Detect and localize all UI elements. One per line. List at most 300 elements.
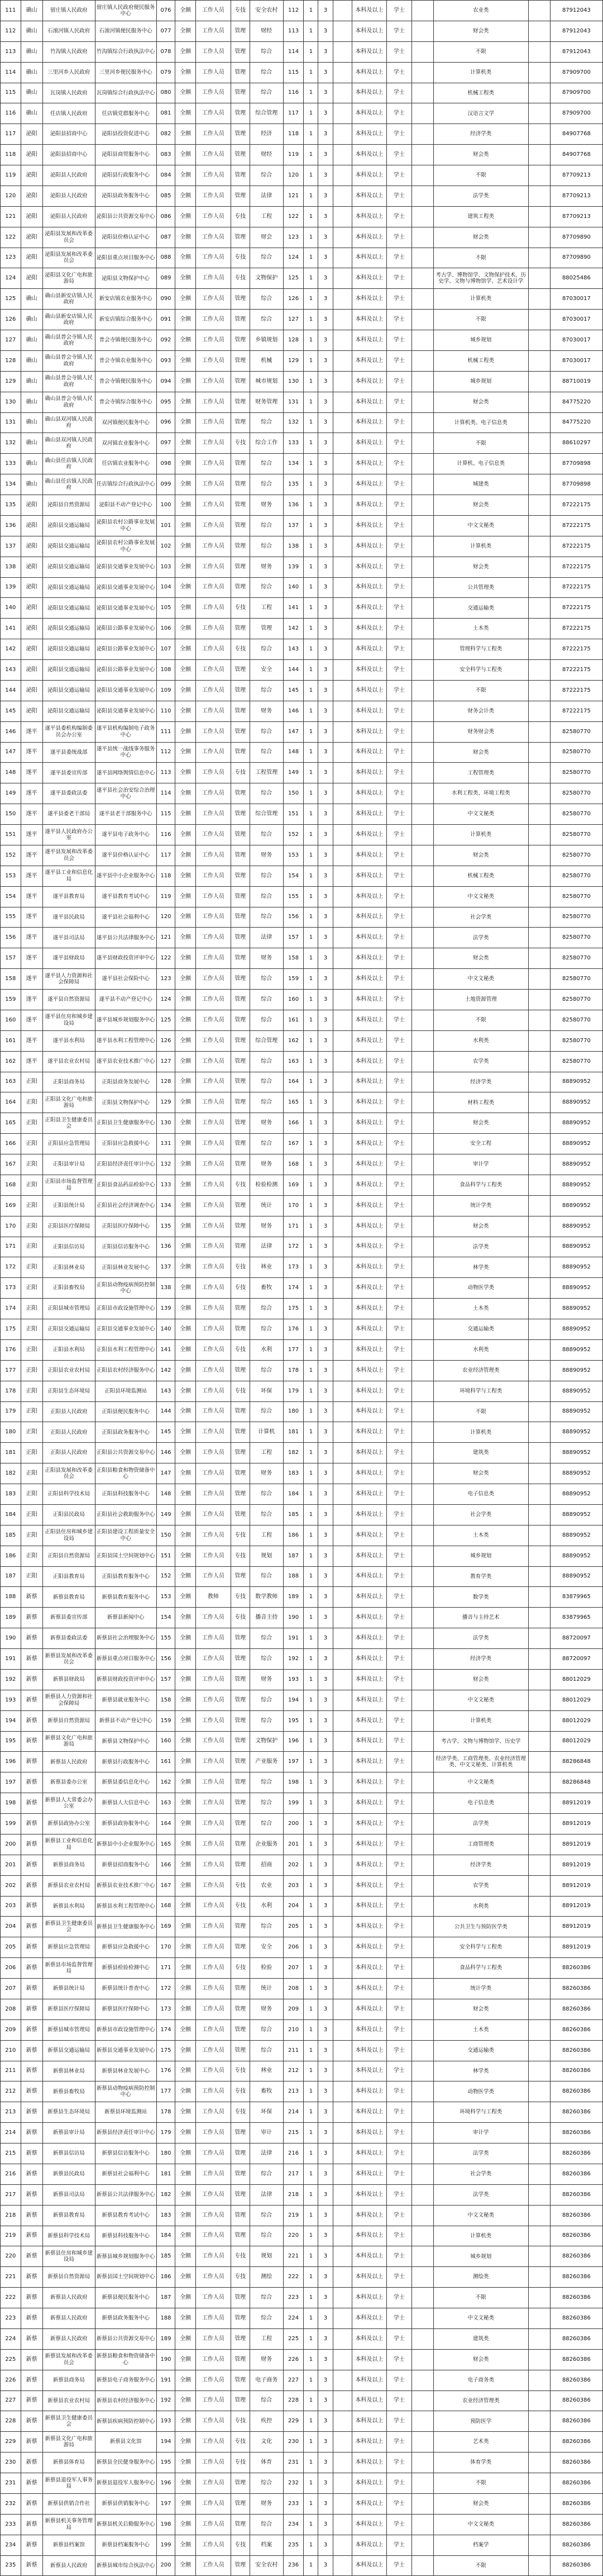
table-cell: 管理 <box>231 62 250 83</box>
table-cell: 管理 <box>231 1628 250 1649</box>
table-cell <box>528 845 550 866</box>
table-cell: 正阳县动物疫病预防控制中心 <box>95 1278 156 1299</box>
table-cell: 1 <box>304 1608 318 1628</box>
table-cell: 产业服务 <box>250 1752 283 1772</box>
table-cell: 工作人员 <box>196 433 231 454</box>
table-cell <box>528 2102 550 2123</box>
table-cell: 全额 <box>175 1 196 21</box>
table-cell: 正阳县科技服务中心 <box>95 1484 156 1505</box>
table-cell <box>528 103 550 124</box>
table-cell: 129 <box>1 371 21 392</box>
table-row <box>1 2390 603 2411</box>
table-cell: 3 <box>318 1834 333 1855</box>
table-cell: 191 <box>1 1649 21 1670</box>
table-cell: 1 <box>304 948 318 969</box>
table-cell: 综合 <box>250 2308 283 2329</box>
table-cell <box>411 248 433 268</box>
table-cell: 180 <box>1 1422 21 1443</box>
table-cell: 本科及以上 <box>352 1669 387 1690</box>
table-cell: 119 <box>1 165 21 186</box>
table-cell: 全额 <box>175 392 196 412</box>
table-cell: 新蔡 <box>21 1649 42 1670</box>
table-cell: 遂平县中小企业服务中心 <box>95 866 156 886</box>
table-cell: 3 <box>318 2019 333 2040</box>
table-cell: 全额 <box>175 1731 196 1752</box>
table-cell: 1 <box>304 1566 318 1587</box>
table-cell: 新蔡县粮食和物资储备中心 <box>95 2349 156 2370</box>
table-cell: 确山县任店镇人民政府 <box>42 454 95 474</box>
table-cell: 安全科学与工程类 <box>433 1937 528 1958</box>
table-cell: 88890952 <box>550 1257 602 1278</box>
table-cell: 145 <box>283 680 304 701</box>
table-cell: 正阳县市政设施管理中心 <box>95 1299 156 1319</box>
table-cell: 工作人员 <box>196 1360 231 1381</box>
table-cell: 133 <box>156 1175 175 1195</box>
table-cell: 1 <box>304 186 318 206</box>
table-cell <box>528 1875 550 1896</box>
table-cell: 079 <box>156 62 175 83</box>
table-cell <box>333 1628 352 1649</box>
table-cell: 全额 <box>175 990 196 1010</box>
table-cell: 文化 <box>250 2432 283 2453</box>
table-cell: 1 <box>304 21 318 41</box>
table-cell <box>411 1484 433 1505</box>
table-cell: 166 <box>1 1134 21 1154</box>
table-cell: 1 <box>304 1587 318 1608</box>
table-cell <box>411 948 433 969</box>
table-cell: 新蔡县供销合作社 <box>42 2493 95 2514</box>
table-cell: 新蔡县水利局 <box>42 1896 95 1917</box>
table-cell: 152 <box>156 1566 175 1587</box>
table-cell: 87709890 <box>550 248 602 268</box>
table-cell: 新蔡 <box>21 2390 42 2411</box>
table-cell: 142 <box>156 1360 175 1381</box>
table-cell: 学士 <box>387 866 411 886</box>
table-cell: 计算机类 <box>433 536 528 557</box>
table-cell: 新蔡 <box>21 1772 42 1793</box>
table-cell: 管理 <box>231 289 250 310</box>
table-cell: 泌阳县农村公路事业发展中心 <box>95 515 156 536</box>
table-cell: 新蔡 <box>21 1937 42 1958</box>
table-cell: 1 <box>304 103 318 124</box>
table-cell: 097 <box>156 433 175 454</box>
table-cell: 3 <box>318 1731 333 1752</box>
table-cell: 全额 <box>175 289 196 310</box>
table-cell: 学士 <box>387 227 411 248</box>
table-cell <box>528 392 550 412</box>
table-cell: 新蔡县城乡规划服务中心 <box>95 2246 156 2267</box>
table-cell <box>411 2040 433 2061</box>
table-cell: 本科及以上 <box>352 2144 387 2164</box>
table-cell: 82580770 <box>550 763 602 783</box>
table-cell: 学士 <box>387 1546 411 1566</box>
table-cell <box>528 1195 550 1216</box>
table-cell <box>528 742 550 763</box>
table-cell: 3 <box>318 1278 333 1299</box>
table-cell: 168 <box>283 1154 304 1175</box>
table-cell <box>411 1875 433 1896</box>
table-cell: 本科及以上 <box>352 2267 387 2288</box>
table-cell: 学士 <box>387 2040 411 2061</box>
table-cell: 104 <box>156 577 175 598</box>
table-cell: 3 <box>318 2370 333 2390</box>
table-cell: 遂平县财政投资评审中心 <box>95 948 156 969</box>
table-cell: 计算机类 <box>433 2226 528 2246</box>
table-cell: 学士 <box>387 330 411 351</box>
table-cell: 专技 <box>231 2411 250 2432</box>
table-cell: 新蔡 <box>21 1999 42 2019</box>
table-cell: 155 <box>156 1628 175 1649</box>
table-cell: 工作人员 <box>196 680 231 701</box>
table-cell: 185 <box>156 2246 175 2267</box>
table-cell: 1 <box>304 2535 318 2555</box>
table-cell: 学士 <box>387 289 411 310</box>
table-cell: 1 <box>304 804 318 825</box>
table-cell <box>333 1443 352 1463</box>
table-cell: 3 <box>318 907 333 928</box>
table-cell <box>411 1134 433 1154</box>
table-cell: 学士 <box>387 2349 411 2370</box>
table-cell <box>411 1504 433 1525</box>
table-cell: 本科及以上 <box>352 1772 387 1793</box>
table-cell: 遂平县公共法律服务中心 <box>95 928 156 948</box>
table-cell: 新蔡县新闻中心 <box>95 1608 156 1628</box>
table-cell: 新蔡县自然资源局 <box>42 1710 95 1731</box>
table-cell: 学士 <box>387 907 411 928</box>
table-cell: 88890952 <box>550 1113 602 1134</box>
table-cell <box>528 969 550 990</box>
table-cell: 正阳县住房和城乡建设局 <box>42 1525 95 1546</box>
table-cell: 1 <box>304 2184 318 2205</box>
table-cell: 遂平县社会福利中心 <box>95 907 156 928</box>
table-cell: 本科及以上 <box>352 227 387 248</box>
table-cell: 学士 <box>387 1463 411 1484</box>
table-cell: 140 <box>283 577 304 598</box>
table-cell: 230 <box>1 2453 21 2473</box>
table-cell: 学士 <box>387 2411 411 2432</box>
table-cell: 正阳县林业局 <box>42 1257 95 1278</box>
table-cell: 1 <box>304 2370 318 2390</box>
table-cell: 全额 <box>175 804 196 825</box>
table-row <box>1 886 603 907</box>
table-cell: 学士 <box>387 2081 411 2102</box>
table-cell: 161 <box>156 1752 175 1772</box>
table-cell <box>528 536 550 557</box>
table-cell: 学士 <box>387 1752 411 1772</box>
table-cell: 确山 <box>21 310 42 330</box>
table-cell: 194 <box>1 1710 21 1731</box>
table-cell: 1 <box>304 1113 318 1134</box>
table-cell: 综合 <box>250 41 283 62</box>
table-cell: 全额 <box>175 1154 196 1175</box>
table-cell: 泌阳县交通事业发展中心 <box>95 557 156 577</box>
table-cell: 本科及以上 <box>352 1958 387 1979</box>
table-cell: 全额 <box>175 1917 196 1937</box>
table-cell: 187 <box>156 2288 175 2308</box>
table-cell: 管理 <box>231 721 250 742</box>
table-cell: 测绘类 <box>433 2267 528 2288</box>
table-cell: 3 <box>318 1628 333 1649</box>
table-cell: 1 <box>304 577 318 598</box>
table-cell: 新蔡 <box>21 2144 42 2164</box>
table-cell: 学士 <box>387 412 411 433</box>
table-cell: 本科及以上 <box>352 2493 387 2514</box>
table-cell: 3 <box>318 948 333 969</box>
table-cell: 3 <box>318 2040 333 2061</box>
table-cell: 学士 <box>387 2308 411 2329</box>
table-cell: 确山县双河镇人民政府 <box>42 433 95 454</box>
table-cell <box>333 948 352 969</box>
table-cell <box>411 804 433 825</box>
table-cell: 环保 <box>250 2102 283 2123</box>
table-cell: 本科及以上 <box>352 1195 387 1216</box>
table-cell <box>411 1381 433 1401</box>
table-cell: 泌阳县交通运输局 <box>42 598 95 619</box>
table-cell: 全额 <box>175 1669 196 1690</box>
table-cell: 工作人员 <box>196 928 231 948</box>
table-cell: 计算机类 <box>433 62 528 83</box>
table-cell: 泌阳 <box>21 206 42 227</box>
table-cell <box>528 1278 550 1299</box>
table-cell: 不限 <box>433 2555 528 2576</box>
table-cell: 本科及以上 <box>352 1319 387 1340</box>
table-cell <box>411 2535 433 2555</box>
table-cell: 186 <box>1 1546 21 1566</box>
table-cell: 泌阳县价格认证中心 <box>95 227 156 248</box>
table-cell: 3 <box>318 1072 333 1092</box>
table-cell: 1 <box>304 1999 318 2019</box>
table-cell: 121 <box>156 928 175 948</box>
table-cell: 管理 <box>231 1999 250 2019</box>
table-cell: 管理 <box>231 165 250 186</box>
table-cell: 126 <box>1 310 21 330</box>
table-cell: 管理 <box>231 2308 250 2329</box>
table-cell: 88260386 <box>550 2144 602 2164</box>
table-cell: 全额 <box>175 1875 196 1896</box>
table-cell: 工作人员 <box>196 1628 231 1649</box>
table-cell <box>411 2411 433 2432</box>
table-cell: 128 <box>1 350 21 371</box>
table-cell: 机械工程类 <box>433 866 528 886</box>
table-cell: 88260386 <box>550 2370 602 2390</box>
table-row <box>1 83 603 103</box>
table-cell: 学士 <box>387 1999 411 2019</box>
table-cell: 遂平县人力资源和社会保障局 <box>42 969 95 990</box>
table-cell: 农学类 <box>433 1051 528 1072</box>
table-cell: 183 <box>1 1484 21 1505</box>
table-cell: 新蔡县审计局 <box>42 2123 95 2144</box>
table-cell: 1 <box>304 886 318 907</box>
table-cell: 财务财会类 <box>433 721 528 742</box>
table-cell: 专技 <box>231 1875 250 1896</box>
table-cell: 确山县新安店镇人民政府 <box>42 289 95 310</box>
table-cell <box>528 1999 550 2019</box>
table-cell: 全额 <box>175 2308 196 2329</box>
table-cell: 165 <box>1 1113 21 1134</box>
table-cell: 本科及以上 <box>352 2102 387 2123</box>
table-cell: 新蔡 <box>21 2102 42 2123</box>
table-cell: 管理 <box>231 124 250 145</box>
table-cell: 专技 <box>231 206 250 227</box>
table-cell: 143 <box>156 1381 175 1401</box>
table-cell <box>333 186 352 206</box>
table-cell: 本科及以上 <box>352 1360 387 1381</box>
table-cell: 新蔡县重点项目服务中心 <box>95 1649 156 1670</box>
table-cell: 全额 <box>175 825 196 845</box>
table-cell <box>411 1999 433 2019</box>
table-cell: 3 <box>318 1814 333 1834</box>
table-cell: 158 <box>1 969 21 990</box>
table-cell: 新蔡县教育服务中心 <box>95 1587 156 1608</box>
table-cell: 学士 <box>387 1422 411 1443</box>
table-cell: 全额 <box>175 619 196 639</box>
table-cell: 正阳 <box>21 1134 42 1154</box>
table-cell: 环保 <box>250 1381 283 1401</box>
table-cell: 123 <box>1 248 21 268</box>
table-cell: 全额 <box>175 742 196 763</box>
table-cell <box>411 1814 433 1834</box>
table-cell <box>528 2123 550 2144</box>
table-cell: 电子商务 <box>250 2370 283 2390</box>
table-cell: 3 <box>318 1690 333 1710</box>
table-cell: 134 <box>1 474 21 495</box>
table-cell: 163 <box>1 1072 21 1092</box>
table-cell: 本科及以上 <box>352 1979 387 1999</box>
table-cell: 财会类 <box>433 845 528 866</box>
table-row <box>1 1299 603 1319</box>
table-cell: 1 <box>304 1443 318 1463</box>
table-cell: 遂平县网络舆情信息中心 <box>95 763 156 783</box>
table-cell <box>411 1628 433 1649</box>
table-cell: 建筑类 <box>433 1443 528 1463</box>
table-cell: 工作人员 <box>196 990 231 1010</box>
table-cell: 土木类 <box>433 1525 528 1546</box>
table-cell: 88890952 <box>550 1072 602 1092</box>
table-cell: 3 <box>318 2390 333 2411</box>
table-cell: 普会寺镇综合服务中心 <box>95 392 156 412</box>
table-cell: 本科及以上 <box>352 701 387 721</box>
table-cell: 172 <box>156 1979 175 1999</box>
table-cell <box>411 2432 433 2453</box>
table-cell: 82580770 <box>550 928 602 948</box>
table-cell: 学士 <box>387 310 411 330</box>
table-cell: 确山 <box>21 350 42 371</box>
table-cell: 计算机 <box>250 1422 283 1443</box>
table-cell: 正阳县商务局 <box>42 1072 95 1092</box>
table-cell: 工程 <box>250 206 283 227</box>
table-cell: 新蔡县退役军人事务局 <box>42 2473 95 2494</box>
table-cell <box>411 1237 433 1257</box>
table-cell: 确山 <box>21 433 42 454</box>
table-cell: 078 <box>156 41 175 62</box>
table-cell: 全额 <box>175 1690 196 1710</box>
table-cell: 3 <box>318 248 333 268</box>
table-cell: 全额 <box>175 1979 196 1999</box>
table-cell: 87222175 <box>550 619 602 639</box>
table-cell: 3 <box>318 1422 333 1443</box>
table-cell: 125 <box>283 268 304 289</box>
table-cell <box>411 1051 433 1072</box>
table-cell: 186 <box>283 1525 304 1546</box>
table-row <box>1 1814 603 1834</box>
table-cell: 212 <box>1 2081 21 2102</box>
table-cell <box>528 433 550 454</box>
table-cell: 226 <box>283 2349 304 2370</box>
table-cell: 本科及以上 <box>352 969 387 990</box>
table-cell: 1 <box>304 1339 318 1360</box>
table-cell: 遂平 <box>21 1051 42 1072</box>
table-cell <box>333 2123 352 2144</box>
table-row <box>1 536 603 557</box>
table-cell: 88912019 <box>550 1814 602 1834</box>
table-cell: 全额 <box>175 433 196 454</box>
table-cell: 确山县任店镇人民政府 <box>42 474 95 495</box>
table-cell: 不限 <box>433 248 528 268</box>
table-row <box>1 907 603 928</box>
table-cell: 195 <box>1 1731 21 1752</box>
table-cell <box>411 2123 433 2144</box>
table-cell: 87030017 <box>550 330 602 351</box>
table-cell: 林业 <box>250 2061 283 2081</box>
table-cell: 82580770 <box>550 990 602 1010</box>
table-cell: 财务 <box>250 845 283 866</box>
table-cell: 本科及以上 <box>352 763 387 783</box>
table-cell: 88890952 <box>550 1216 602 1237</box>
table-cell: 154 <box>1 886 21 907</box>
table-cell: 综合 <box>250 1319 283 1340</box>
table-cell: 不限 <box>433 2473 528 2494</box>
table-cell: 1 <box>304 2267 318 2288</box>
table-cell <box>411 1608 433 1628</box>
table-cell: 管理 <box>231 948 250 969</box>
table-cell: 091 <box>156 310 175 330</box>
table-cell: 综合 <box>250 1360 283 1381</box>
table-cell: 正阳县信访局 <box>42 1237 95 1257</box>
table-row <box>1 1278 603 1299</box>
table-cell: 管理 <box>231 350 250 371</box>
table-cell: 092 <box>156 330 175 351</box>
table-cell: 新安店镇综合服务中心 <box>95 310 156 330</box>
table-cell: 3 <box>318 845 333 866</box>
table-row <box>1 1339 603 1360</box>
table-cell: 工作人员 <box>196 1443 231 1463</box>
table-cell <box>411 289 433 310</box>
table-cell: 117 <box>283 103 304 124</box>
table-row <box>1 495 603 516</box>
table-cell: 综合管理 <box>250 103 283 124</box>
table-cell: 体育 <box>250 2453 283 2473</box>
table-cell: 197 <box>1 1772 21 1793</box>
table-cell: 1 <box>304 660 318 681</box>
table-cell: 88286848 <box>550 1752 602 1772</box>
table-cell: 学士 <box>387 2288 411 2308</box>
table-cell: 全额 <box>175 2453 196 2473</box>
table-cell: 82580770 <box>550 742 602 763</box>
table-cell: 本科及以上 <box>352 721 387 742</box>
table-cell: 工作人员 <box>196 515 231 536</box>
table-cell: 学士 <box>387 2019 411 2040</box>
table-row <box>1 2432 603 2453</box>
table-cell: 管理 <box>231 886 250 907</box>
table-cell <box>411 310 433 330</box>
table-cell: 3 <box>318 2164 333 2184</box>
table-row <box>1 2164 603 2184</box>
table-cell: 88260386 <box>550 1999 602 2019</box>
table-cell: 新蔡县财政投资评审中心 <box>95 1669 156 1690</box>
table-cell: 全额 <box>175 1587 196 1608</box>
table-cell: 新蔡 <box>21 1669 42 1690</box>
table-cell: 教育学类 <box>433 1566 528 1587</box>
